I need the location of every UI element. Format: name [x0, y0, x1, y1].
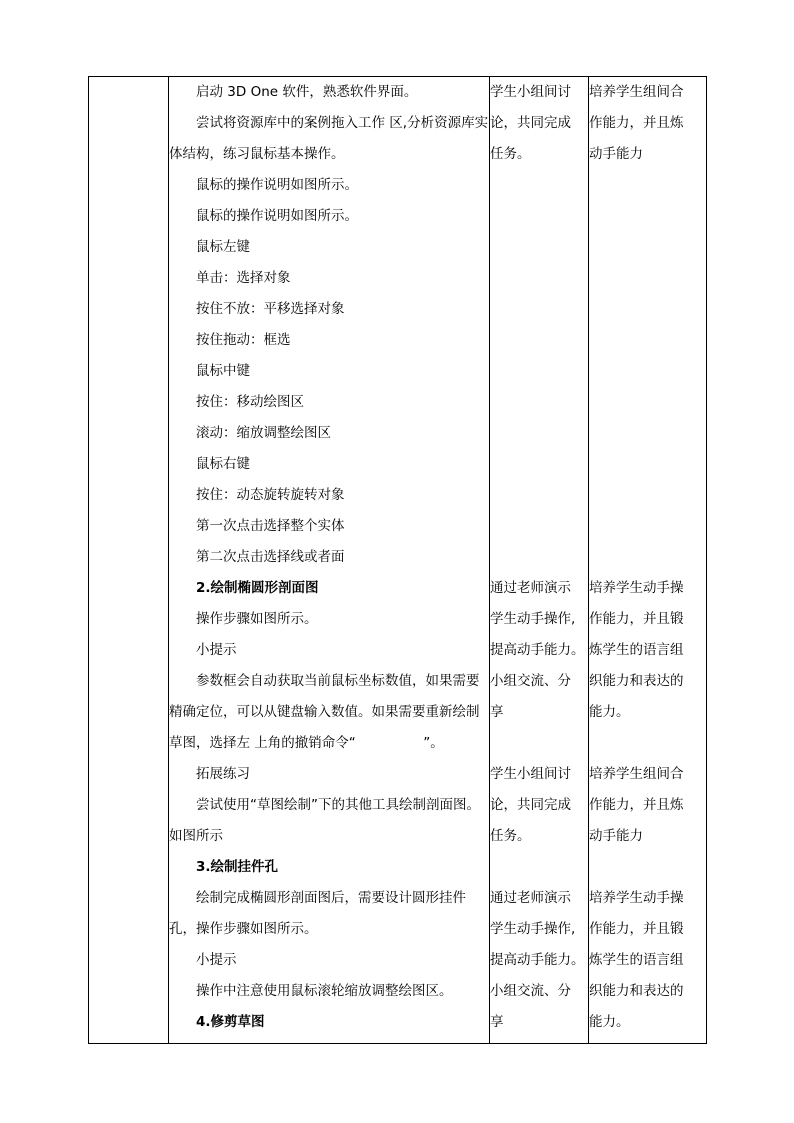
- spacer: [490, 170, 588, 201]
- activity-line: 论，共同完成: [490, 115, 571, 131]
- intent-line: 培养学生动手操: [589, 890, 684, 906]
- activity-line: 学生小组间讨: [490, 84, 571, 100]
- intent-line: 能力。: [589, 1014, 630, 1030]
- content-line: 单击：选择对象: [196, 270, 291, 286]
- spacer: [490, 852, 588, 883]
- intent-line: 能力。: [589, 704, 630, 720]
- spacer: [490, 511, 588, 542]
- spacer: [589, 263, 706, 294]
- activity-line: 论，共同完成: [490, 797, 571, 813]
- activity-line: 小组交流、分: [490, 673, 571, 689]
- content-line: 鼠标中键: [196, 363, 250, 379]
- content-line: 小提示: [196, 952, 237, 968]
- intent-line: 培养学生组间合: [589, 766, 684, 782]
- content-line: 按住：移动绘图区: [196, 394, 304, 410]
- spacer: [490, 294, 588, 325]
- spacer: [490, 418, 588, 449]
- content-line: 启动 3D One 软件，熟悉软件界面。: [196, 84, 418, 100]
- spacer: [490, 449, 588, 480]
- spacer: [490, 232, 588, 263]
- spacer: [490, 728, 588, 759]
- spacer: [589, 480, 706, 511]
- activity-line: 提高动手能力。: [490, 952, 585, 968]
- intent-line: 培养学生组间合: [589, 84, 684, 100]
- section-heading: 4.修剪草图: [196, 1014, 265, 1030]
- content-line: 绘制完成椭圆形剖面图后，需要设计圆形挂件孔，操作步骤如图所示。: [169, 890, 466, 937]
- section-heading: 3.绘制挂件孔: [196, 859, 279, 875]
- activity-line: 学生动手操作,: [490, 921, 576, 937]
- spacer: [490, 201, 588, 232]
- activity-line: 通过老师演示: [490, 580, 571, 596]
- spacer: [589, 418, 706, 449]
- spacer: [589, 387, 706, 418]
- intent-line: 培养学生动手操: [589, 580, 684, 596]
- spacer: [589, 542, 706, 573]
- spacer: [490, 325, 588, 356]
- activity-line: 任务。: [490, 146, 531, 162]
- section-heading: 2.绘制椭圆形剖面图: [196, 580, 319, 596]
- intent-line: 炼学生的语言组: [589, 642, 684, 658]
- spacer: [490, 542, 588, 573]
- student-activities: [490, 77, 588, 1038]
- content-line: 尝试将资源库中的案例拖入工作 区,分析资源库实体结构，练习鼠标基本操作。: [169, 115, 489, 162]
- spacer: [589, 201, 706, 232]
- intent-line: 动手能力: [589, 146, 643, 162]
- activity-line: 享: [490, 1014, 504, 1030]
- intent-line: 织能力和表达的: [589, 983, 684, 999]
- content-line: 鼠标的操作说明如图所示。: [196, 208, 358, 224]
- intent-line: 动手能力: [589, 828, 643, 844]
- intent-line: 作能力，并且锻: [589, 611, 684, 627]
- spacer: [589, 728, 706, 759]
- activity-line: 小组交流、分: [490, 983, 571, 999]
- content-line: 鼠标右键: [196, 456, 250, 472]
- activity-line: 学生小组间讨: [490, 766, 571, 782]
- content-line: 参数框会自动获取当前鼠标坐标数值，如果需要精确定位，可以从键盘输入数值。如果需要重新绘制草图，选择左 上角的撤销命令“ ”。: [169, 673, 480, 751]
- table-row: [89, 77, 707, 1044]
- spacer: [589, 294, 706, 325]
- content-line: 操作中注意使用鼠标滚轮缩放调整绘图区。: [196, 983, 453, 999]
- student-activity-cell: [490, 77, 589, 1044]
- activity-line: 享: [490, 704, 504, 720]
- activity-line: 任务。: [490, 828, 531, 844]
- intent-line: 作能力，并且炼: [589, 797, 684, 813]
- content-line: 拓展练习: [196, 766, 250, 782]
- content-line: 第二次点击选择线或者面: [196, 549, 345, 565]
- spacer: [589, 325, 706, 356]
- activity-line: 提高动手能力。: [490, 642, 585, 658]
- content-line: 滚动：缩放调整绘图区: [196, 425, 331, 441]
- content-line: 操作步骤如图所示。: [196, 611, 318, 627]
- content-line: 按住：动态旋转旋转对象: [196, 487, 345, 503]
- spacer: [589, 511, 706, 542]
- spacer: [589, 852, 706, 883]
- teaching-content-cell: [169, 77, 490, 1044]
- intent-line: 炼学生的语言组: [589, 952, 684, 968]
- intent-line: 织能力和表达的: [589, 673, 684, 689]
- spacer: [490, 480, 588, 511]
- spacer: [589, 232, 706, 263]
- spacer: [490, 387, 588, 418]
- content-line: 小提示: [196, 642, 237, 658]
- intent-line: 作能力，并且锻: [589, 921, 684, 937]
- stage-column-cell: [89, 77, 169, 1044]
- content-line: 鼠标左键: [196, 239, 250, 255]
- content-line: 第一次点击选择整个实体: [196, 518, 345, 534]
- content-line: 尝试使用“草图绘制”下的其他工具绘制剖面图。如图所示: [169, 797, 480, 844]
- content-line: 按住拖动：框选: [196, 332, 291, 348]
- content-line: 按住不放：平移选择对象: [196, 301, 345, 317]
- design-intents: [589, 77, 706, 1038]
- lesson-plan-table: [88, 76, 707, 1044]
- spacer: [589, 449, 706, 480]
- spacer: [589, 170, 706, 201]
- design-intent-cell: [589, 77, 707, 1044]
- teaching-content: [169, 77, 489, 1038]
- activity-line: 通过老师演示: [490, 890, 571, 906]
- content-line: 鼠标的操作说明如图所示。: [196, 177, 358, 193]
- spacer: [589, 356, 706, 387]
- spacer: [490, 356, 588, 387]
- activity-line: 学生动手操作,: [490, 611, 576, 627]
- intent-line: 作能力，并且炼: [589, 115, 684, 131]
- spacer: [490, 263, 588, 294]
